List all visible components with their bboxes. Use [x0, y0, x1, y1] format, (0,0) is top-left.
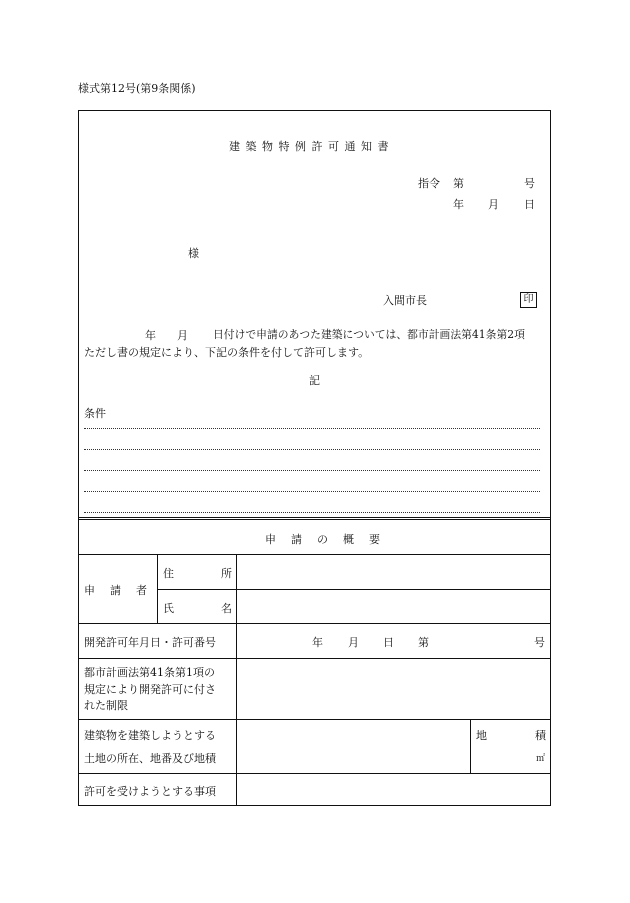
section-divider	[78, 517, 551, 518]
matters-label: 許可を受けようとする事項	[84, 785, 216, 798]
dev-dai: 第	[418, 636, 429, 649]
address-label-2: 所	[221, 567, 232, 580]
table-col-rule	[236, 554, 237, 806]
date-tsuki: 月	[488, 198, 499, 211]
ref-dai: 第	[453, 177, 464, 190]
area-unit: ㎡	[536, 754, 546, 764]
condition-line	[84, 428, 540, 429]
condition-line	[84, 470, 540, 471]
date-hi: 日	[524, 198, 535, 211]
restriction-label-line3: れた制限	[84, 699, 128, 712]
ref-prefix: 指令	[418, 177, 440, 190]
table-rule	[78, 554, 551, 555]
body-text-line1: 日付けで申請のあつた建築については、都市計画法第41条第2項	[213, 328, 525, 341]
seal-mark: 印	[520, 292, 537, 308]
dev-hi: 日	[383, 636, 394, 649]
body-text-line2: ただし書の規定により、下記の条件を付して許可します。	[84, 346, 370, 359]
table-rule	[78, 658, 551, 659]
overview-title: 申 請 の 概 要	[265, 533, 382, 546]
conditions-label: 条件	[84, 407, 106, 420]
form-number-label: 様式第12号(第9条関係)	[78, 82, 196, 95]
restriction-label-line1: 都市計画法第41条第1項の	[84, 666, 215, 679]
body-nen: 年	[145, 329, 156, 342]
table-rule	[78, 719, 551, 720]
addressee-suffix: 様	[188, 247, 199, 260]
name-label-2: 名	[221, 602, 232, 615]
date-nen: 年	[453, 198, 464, 211]
condition-line	[84, 491, 540, 492]
notice-form	[78, 110, 551, 806]
table-rule	[78, 623, 551, 624]
dev-permit-label: 開発許可年月日・許可番号	[84, 636, 216, 649]
site-label-line1: 建築物を建築しようとする	[84, 729, 216, 742]
notice-title: 建 築 物 特 例 許 可 通 知 書	[229, 140, 390, 153]
ki-mark: 記	[309, 374, 320, 387]
table-col-rule	[157, 554, 158, 623]
ref-go: 号	[524, 177, 535, 190]
table-rule	[157, 589, 551, 590]
body-tsuki: 月	[177, 329, 188, 342]
dev-go: 号	[534, 636, 545, 649]
restriction-label-line2: 規定により開発許可に付さ	[84, 683, 216, 696]
table-col-rule	[470, 719, 471, 773]
dev-nen: 年	[312, 636, 323, 649]
dev-tsuki: 月	[348, 636, 359, 649]
site-label-line2: 土地の所在、地番及び地積	[84, 752, 216, 765]
section-divider	[78, 519, 551, 520]
condition-line	[84, 512, 540, 513]
area-label-2: 積	[535, 729, 546, 742]
issuer-name: 入間市長	[383, 294, 427, 307]
name-label-1: 氏	[163, 602, 174, 615]
table-rule	[78, 773, 551, 774]
condition-line	[84, 449, 540, 450]
address-label-1: 住	[163, 567, 174, 580]
area-label-1: 地	[476, 729, 487, 742]
applicant-label: 申 請 者	[84, 584, 149, 597]
